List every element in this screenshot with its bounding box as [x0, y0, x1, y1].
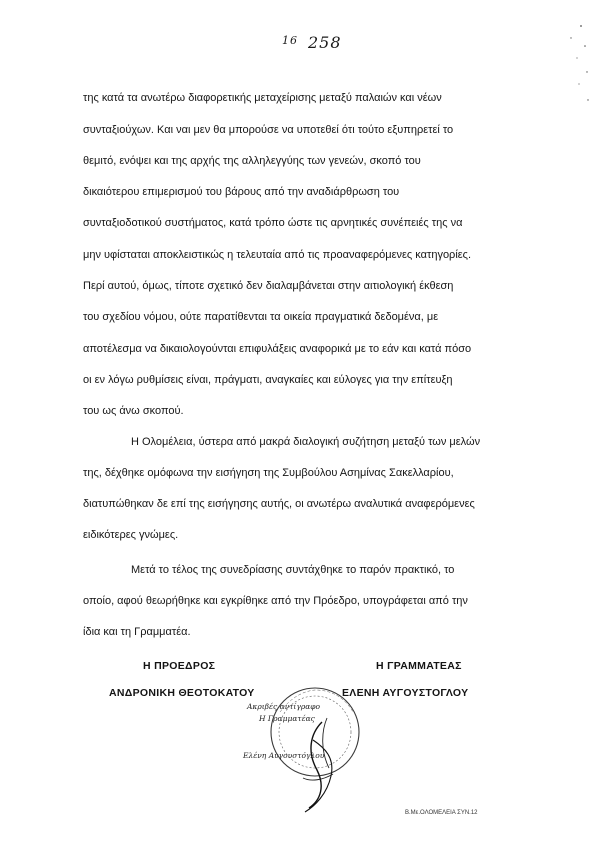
stamp-line: Η Γραμματέας [259, 714, 315, 723]
footer-document-code: Β.Με.ΟΛΟΜΕΛΕΙΑ ΣΥΝ.12 [405, 810, 478, 816]
body-line: της κατά τα ανωτέρω διαφορετικής μεταχείρισης μεταξύ παλαιών και νέων [83, 92, 442, 104]
body-line: μην υφίσταται αποκλειστικώς η τελευταία από τις προαναφερόμενες κατηγορίες. [83, 249, 472, 261]
body-line: ίδια και τη Γραμματέα. [83, 626, 191, 638]
body-line: αποτέλεσμα να δικαιολογούνται επιφυλάξεις αναφορικά με το εάν και κατά πόσο [83, 343, 472, 355]
secretary-title: Η ΓΡΑΜΜΑΤΕΑΣ [376, 660, 462, 672]
secretary-name: ΕΛΕΝΗ ΑΥΓΟΥΣΤΟΓΛΟΥ [342, 687, 469, 699]
body-line: δικαιότερου επιμερισμού του βάρους από την αναδιάρθρωση του [83, 186, 400, 198]
body-line: συνταξιούχων. Και ναι μεν θα μπορούσε να υποτεθεί ότι τούτο εξυπηρετεί το [83, 124, 454, 136]
handwritten-page-number [282, 33, 342, 52]
president-name: ΑΝΔΡΟΝΙΚΗ ΘΕΟΤΟΚΑΤΟΥ [109, 687, 255, 699]
body-line: οποίο, αφού θεωρήθηκε και εγκρίθηκε από την Πρόεδρο, υπογράφεται από την [83, 595, 468, 607]
body-line: Περί αυτού, όμως, τίποτε σχετικό δεν διαλαμβάνεται στην αιτιολογική έκθεση [83, 280, 454, 292]
body-line: Μετά το τέλος της συνεδρίασης συντάχθηκε το παρόν πρακτικό, το [131, 564, 455, 576]
scan-artifact-dots [541, 20, 591, 110]
body-line: συνταξιοδοτικού συστήματος, κατά τρόπο ώστε τις αρνητικές συνέπειές της να [83, 217, 463, 229]
stamp-line: Ελένη Αυγουστόγλου [243, 751, 325, 760]
body-line: της, δέχθηκε ομόφωνα την εισήγηση της Συμβούλου Ασημίνας Σακελλαρίου, [83, 467, 454, 479]
stamp-line: Ακριβές αντίγραφο [247, 702, 321, 711]
president-title: Η ΠΡΟΕΔΡΟΣ [143, 660, 216, 672]
body-line: ειδικότερες γνώμες. [83, 529, 179, 541]
body-line: διατυπώθηκαν δε επί της εισήγησης αυτής, οι ανωτέρω αναλυτικά αναφερόμενες [83, 498, 475, 510]
body-line: θεμιτό, ενόψει και της αρχής της αλληλεγγύης των γενεών, σκοπό του [83, 155, 421, 167]
body-line: Η Ολομέλεια, ύστερα από μακρά διαλογική συζήτηση μεταξύ των μελών [131, 436, 481, 448]
body-line: του ως άνω σκοπού. [83, 405, 184, 417]
body-line: οι εν λόγω ρυθμίσεις είναι, πράγματι, αναγκαίες και εύλογες για την επίτευξη [83, 374, 453, 386]
page-number-small: 16 [282, 34, 298, 47]
body-line: του σχεδίου νόμου, ούτε παρατίθενται τα οικεία πραγματικά δεδομένα, με [83, 311, 439, 323]
page-number-main: 258 [308, 33, 342, 52]
